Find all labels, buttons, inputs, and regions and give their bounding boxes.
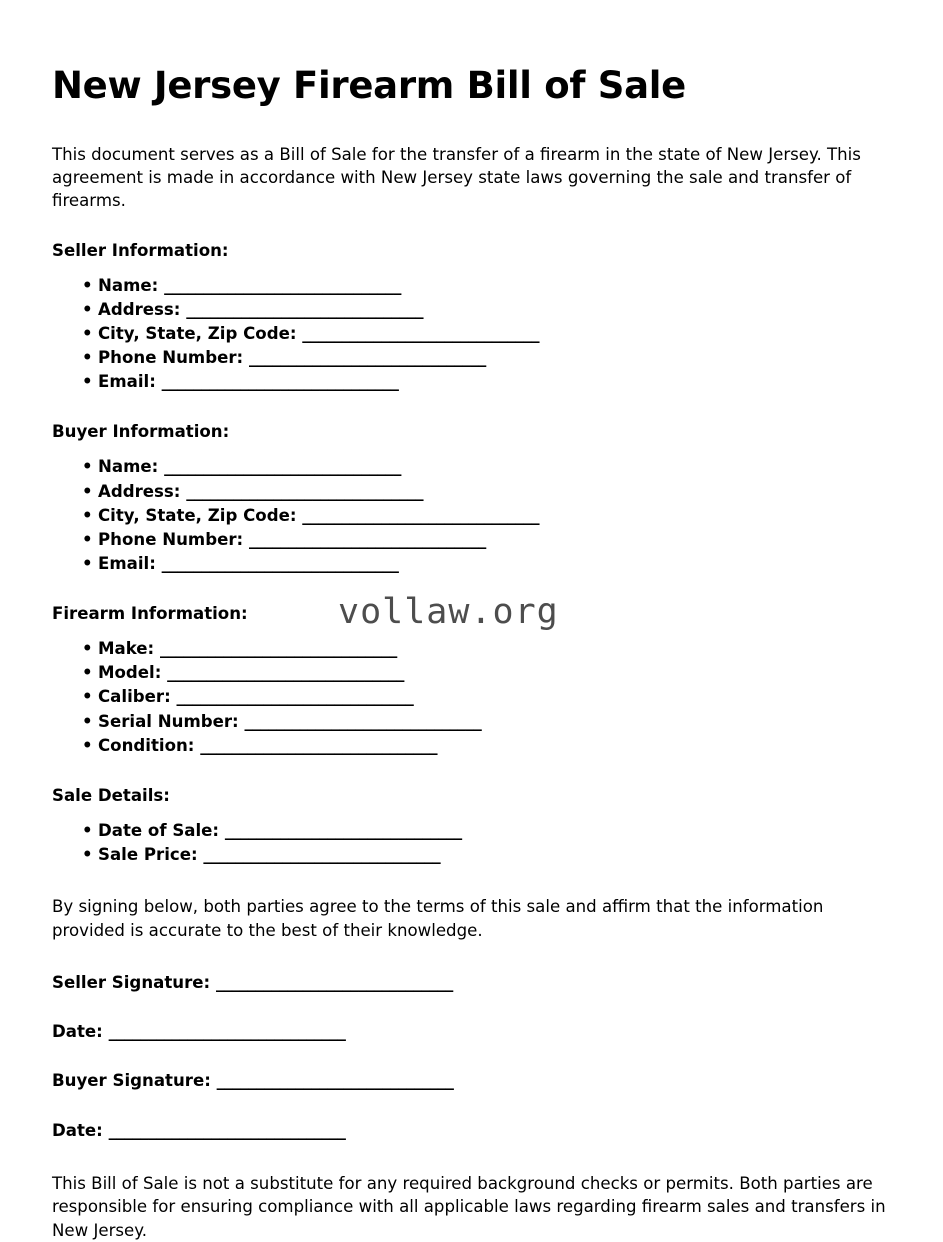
seller-date-label: Date:: [52, 1022, 103, 1042]
field-blank-line[interactable]: ______________________________: [161, 372, 399, 392]
buyer-signature-blank[interactable]: ______________________________: [216, 1071, 454, 1091]
field-label: City, State, Zip Code:: [98, 324, 297, 343]
page-title: New Jersey Firearm Bill of Sale: [52, 64, 686, 107]
field-row: [52, 322, 891, 346]
field-row: [52, 346, 891, 370]
buyer-date-line: [52, 1119, 891, 1142]
field-row: [52, 528, 891, 552]
seller-signature-blank[interactable]: ______________________________: [215, 972, 453, 992]
affirmation-paragraph: By signing below, both parties agree to the terms of this sale and affirm that the information provided is accurate to the best of their knowledge.: [52, 897, 824, 940]
field-row: [52, 298, 891, 322]
field-list-buyer-information: [52, 455, 891, 576]
field-label: Phone Number:: [98, 348, 244, 368]
field-row: [52, 552, 891, 576]
field-blank-line[interactable]: ______________________________: [203, 844, 441, 864]
field-label: Caliber:: [98, 687, 171, 707]
field-list-sale-details: [52, 819, 891, 867]
intro-paragraph: This document serves as a Bill of Sale for the transfer of a firearm in the state of New Jersey. This agreement is made in accordance with New Jersey state laws governing the sale and transfer of firearms.: [52, 144, 861, 211]
field-label: Sale Price:: [98, 844, 198, 864]
field-row: [52, 819, 891, 843]
field-blank-line[interactable]: ______________________________: [248, 529, 486, 549]
section-heading-buyer-information: Buyer Information:: [52, 422, 230, 442]
field-label: Condition:: [98, 735, 195, 755]
watermark: vollaw.org: [338, 592, 559, 632]
field-label: Date of Sale:: [98, 820, 220, 840]
field-blank-line[interactable]: ______________________________: [164, 275, 401, 295]
field-blank-line[interactable]: ______________________________: [244, 711, 482, 731]
field-label: Make:: [98, 639, 155, 659]
field-row: [52, 843, 891, 867]
field-blank-line[interactable]: ______________________________: [186, 481, 424, 501]
field-blank-line[interactable]: ______________________________: [161, 553, 399, 573]
buyer-date-label: Date:: [52, 1120, 103, 1140]
field-blank-line[interactable]: ______________________________: [302, 324, 540, 343]
field-row: [52, 370, 891, 394]
seller-date-blank[interactable]: ______________________________: [108, 1022, 346, 1042]
seller-date-line: [52, 1020, 891, 1043]
field-blank-line[interactable]: ______________________________: [302, 505, 540, 525]
section-heading-sale-details: Sale Details:: [52, 785, 170, 805]
field-blank-line[interactable]: ______________________________: [167, 663, 405, 683]
field-label: Serial Number:: [98, 711, 239, 731]
field-blank-line[interactable]: ______________________________: [159, 639, 397, 659]
field-blank-line[interactable]: ______________________________: [176, 687, 414, 707]
seller-signature-line: [52, 971, 891, 994]
disclaimer-paragraph: This Bill of Sale is not a substitute for any required background checks or permits. Both parties are responsible for ensuring compliance with all applicable laws regarding firearm sales and transfers in New Jersey.: [52, 1173, 886, 1240]
section-heading-firearm-information: Firearm Information:: [52, 604, 248, 624]
field-blank-line[interactable]: ______________________________: [248, 348, 486, 368]
field-row: [52, 274, 891, 298]
section-heading-seller-information: Seller Information:: [52, 240, 229, 260]
signature-block: [52, 971, 891, 1142]
field-label: Phone Number:: [98, 529, 244, 549]
field-label: Email:: [98, 553, 156, 573]
field-label: Model:: [98, 663, 162, 683]
buyer-signature-line: [52, 1069, 891, 1092]
field-blank-line[interactable]: ______________________________: [186, 299, 424, 319]
field-blank-line[interactable]: ______________________________: [164, 457, 401, 477]
field-row: [52, 455, 891, 479]
field-label: Name:: [98, 457, 159, 477]
field-list-firearm-information: [52, 637, 891, 758]
field-label: City, State, Zip Code:: [98, 505, 297, 525]
field-row: [52, 504, 891, 528]
field-blank-line[interactable]: ______________________________: [200, 735, 438, 755]
field-row: [52, 734, 891, 758]
field-row: [52, 480, 891, 504]
buyer-signature-label: Buyer Signature:: [52, 1071, 211, 1091]
field-label: Name:: [98, 275, 159, 295]
field-row: [52, 661, 891, 685]
field-blank-line[interactable]: ______________________________: [224, 820, 462, 840]
field-row: [52, 685, 891, 709]
field-label: Email:: [98, 372, 156, 392]
field-list-seller-information: [52, 274, 891, 395]
field-row: [52, 637, 891, 661]
field-label: Address:: [98, 481, 181, 501]
seller-signature-label: Seller Signature:: [52, 972, 211, 992]
field-label: Address:: [98, 299, 181, 319]
buyer-date-blank[interactable]: ______________________________: [108, 1120, 346, 1140]
field-row: [52, 710, 891, 734]
